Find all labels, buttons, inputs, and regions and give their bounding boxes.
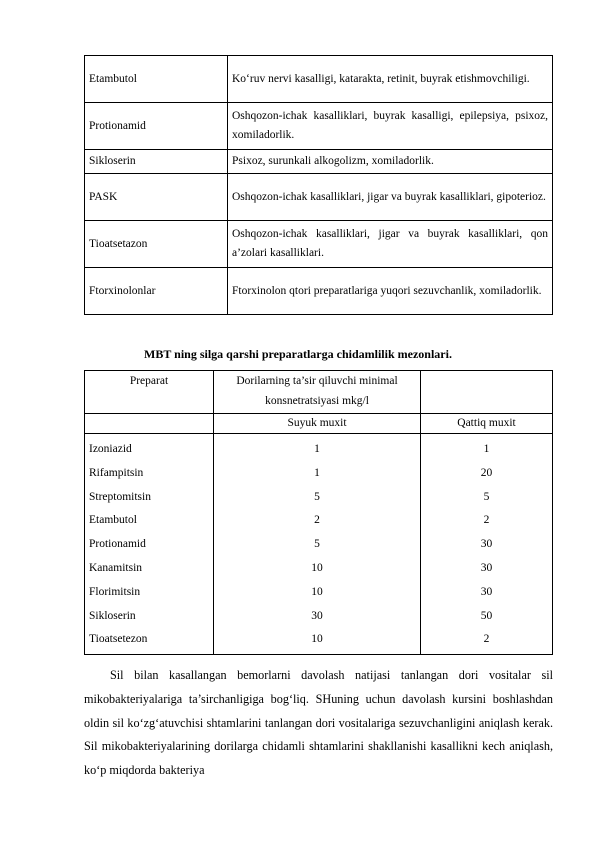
table-row bbox=[85, 150, 553, 174]
header-preparat: Preparat bbox=[85, 371, 214, 414]
data-row bbox=[85, 434, 553, 655]
drug-name: Tioatsetezon bbox=[89, 633, 148, 646]
drug-name: Protionamid bbox=[89, 538, 146, 551]
header-empty bbox=[421, 371, 553, 414]
contraindications: Oshqozon-ichak kasalliklari, jigar va buyrak kasalliklari, gipoterioz. bbox=[228, 174, 553, 221]
liquid-value: 2 bbox=[314, 514, 320, 527]
liquid-value: 30 bbox=[311, 609, 323, 622]
drug-name: Kanamitsin bbox=[89, 561, 143, 574]
contraindications: Ko‘ruv nervi kasalligi, katarakta, retinit, buyrak etishmovchiligi. bbox=[228, 56, 553, 103]
liquid-value: 10 bbox=[311, 561, 323, 574]
body-paragraph bbox=[84, 664, 553, 783]
header-mic-line2: konsnetratsiyasi mkg/l bbox=[265, 395, 369, 407]
contraindications: Oshqozon-ichak kasalliklari, buyrak kasalligi, epilepsiya, psixoz, xomiladorlik. bbox=[228, 103, 553, 150]
solid-value: 1 bbox=[483, 443, 490, 455]
table-row bbox=[85, 221, 553, 268]
drug-name: Ftorxinolonlar bbox=[85, 268, 228, 315]
contraindications: Oshqozon-ichak kasalliklari, jigar va buyrak kasalliklari, qon a’zolari kasalliklari. bbox=[228, 221, 553, 268]
solid-value: 20 bbox=[480, 466, 493, 479]
drug-name: Streptomitsin bbox=[89, 490, 151, 503]
side-effects-table bbox=[84, 55, 553, 315]
drug-list bbox=[85, 434, 214, 655]
table-row bbox=[85, 174, 553, 221]
drug-name: Etambutol bbox=[85, 56, 228, 103]
drug-name: Sikloserin bbox=[85, 150, 228, 174]
contraindications: Ftorxinolon qtori preparatlariga yuqori sezuvchanlik, xomiladorlik. bbox=[228, 268, 553, 315]
paragraph-text: Sil bilan kasallangan bemorlarni davolash natijasi tanlangan dori vositalar sil mikobakteriyalariga ta’sirchanligiga bog‘liq. SHuning uchun davolash kursini boshlashdan oldin sil ko‘zg‘atuvchisi shtamlarini tanlangan dori vositalariga sezuvchanligini aniqlash kerak. Sil mikobakteriyalarining dorilarga chidamli shtamlarini shakllanishi kasallikni kech aniqlash, ko‘p miqdorda bakteriya bbox=[84, 668, 553, 778]
liquid-value: 1 bbox=[314, 466, 320, 479]
drug-name: Rifampitsin bbox=[89, 466, 144, 479]
drug-name: Florimitsin bbox=[89, 585, 141, 598]
table-row bbox=[85, 103, 553, 150]
table-row bbox=[85, 56, 553, 103]
solid-value: 30 bbox=[480, 585, 493, 598]
contraindications: Psixoz, surunkali alkogolizm, xomiladorlik. bbox=[228, 150, 553, 174]
solid-value: 30 bbox=[480, 538, 493, 551]
table-row bbox=[85, 268, 553, 315]
solid-value: 2 bbox=[483, 633, 490, 646]
solid-value: 5 bbox=[483, 490, 490, 503]
liquid-value: 10 bbox=[311, 633, 323, 646]
drug-name: Etambutol bbox=[89, 514, 137, 527]
header-mic-line1: Dorilarning ta’sir qiluvchi minimal bbox=[236, 375, 398, 387]
drug-name: PASK bbox=[85, 174, 228, 221]
resistance-table bbox=[84, 370, 553, 655]
liquid-value: 10 bbox=[311, 585, 323, 598]
drug-name: Izoniazid bbox=[89, 443, 132, 455]
header-mic bbox=[214, 371, 421, 414]
subheader-row bbox=[85, 414, 553, 434]
header-row bbox=[85, 371, 553, 414]
resistance-table-title: MBT ning silga qarshi preparatlarga chidamlilik mezonlari. bbox=[144, 347, 452, 361]
drug-name: Protionamid bbox=[85, 103, 228, 150]
liquid-value: 5 bbox=[314, 490, 320, 503]
solid-values bbox=[421, 434, 553, 655]
solid-value: 30 bbox=[480, 561, 493, 574]
solid-value: 2 bbox=[483, 514, 490, 527]
subheader-solid: Qattiq muxit bbox=[421, 414, 553, 434]
liquid-values bbox=[214, 434, 421, 655]
liquid-value: 1 bbox=[314, 443, 320, 455]
solid-value: 50 bbox=[480, 609, 493, 622]
liquid-value: 5 bbox=[314, 538, 320, 551]
drug-name: Tioatsetazon bbox=[85, 221, 228, 268]
subheader-empty bbox=[85, 414, 214, 434]
drug-name: Sikloserin bbox=[89, 609, 136, 622]
subheader-liquid: Suyuk muxit bbox=[214, 414, 421, 434]
